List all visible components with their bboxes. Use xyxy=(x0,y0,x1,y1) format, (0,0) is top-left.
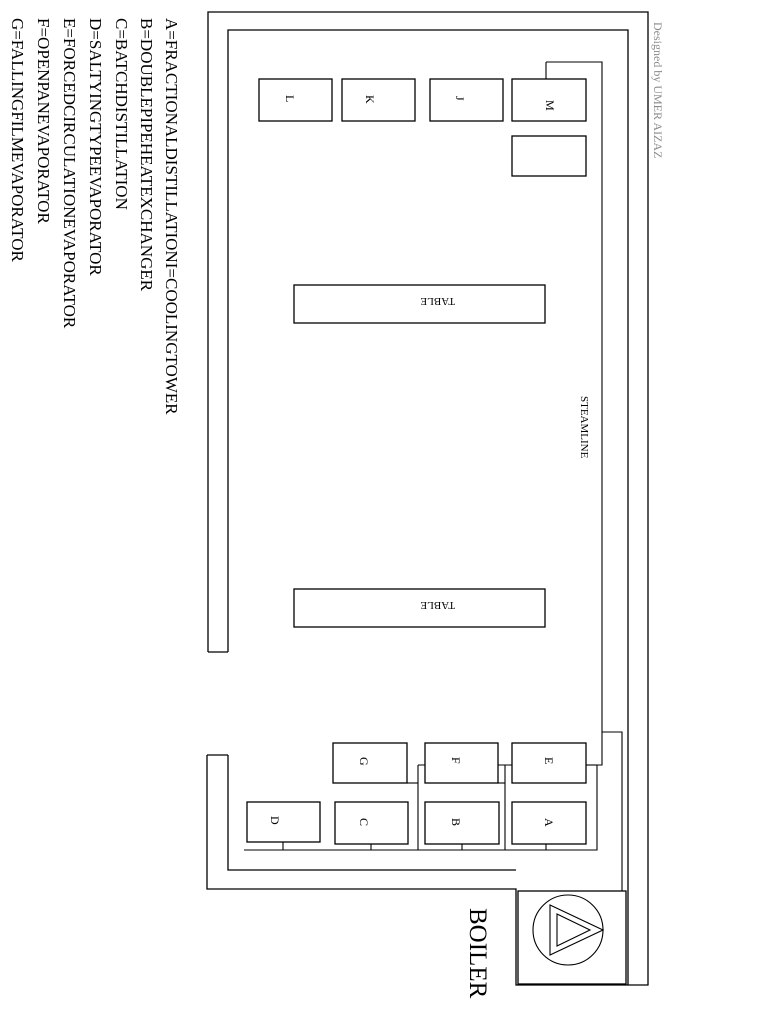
equipment-label-d: D xyxy=(268,816,282,825)
equipment-label-c: C xyxy=(357,818,371,827)
table-upper-label: TABLE xyxy=(420,295,455,307)
equipment-label-k: K xyxy=(363,95,377,104)
legend xyxy=(8,18,181,415)
table-lower xyxy=(294,589,545,627)
equipment-label-e: E xyxy=(542,757,556,765)
tables xyxy=(294,285,545,627)
equipment-label-m: M xyxy=(543,100,557,111)
table-lower-label: TABLE xyxy=(420,599,455,611)
steam-line-main xyxy=(546,62,622,930)
legend-line-5: E=FORCEDCIRCULATIONEVAPORATOR xyxy=(60,18,79,329)
legend-line-1: A=FRACTIONALDISTILLATIONI=COOLINGTOWER xyxy=(162,18,181,415)
equipment-box-k xyxy=(342,79,415,121)
upper-equipment xyxy=(259,79,586,176)
lower-equipment xyxy=(247,743,586,844)
table-upper xyxy=(294,285,545,323)
equipment-box-d xyxy=(247,802,320,842)
legend-line-2: B=DOUBLEPIPEHEATEXCHANGER xyxy=(137,18,156,292)
boiler xyxy=(464,891,626,999)
equipment-label-b: B xyxy=(449,818,463,827)
legend-line-6: F=OPENPANEVAPORATOR xyxy=(34,18,53,224)
equipment-label-g: G xyxy=(357,757,371,766)
steam-line xyxy=(244,62,622,930)
legend-line-7: G=FALLINGFILMEVAPORATOR xyxy=(8,18,27,262)
equipment-label-f: F xyxy=(449,757,463,764)
equipment-label-a: A xyxy=(542,818,556,827)
legend-line-4: D=SALTYINGTYPEEVAPORATOR xyxy=(86,18,105,276)
equipment-box-m-extension xyxy=(512,136,586,176)
designer-credit: Designed by UMER AIZAZ xyxy=(651,22,665,159)
equipment-label-l: L xyxy=(283,95,297,103)
legend-line-3: C=BATCHDISTILLATION xyxy=(112,18,131,210)
steam-line-label: STEAMLINE xyxy=(578,396,590,459)
equipment-label-j: J xyxy=(453,96,467,101)
boiler-label: BOILER xyxy=(464,908,491,999)
